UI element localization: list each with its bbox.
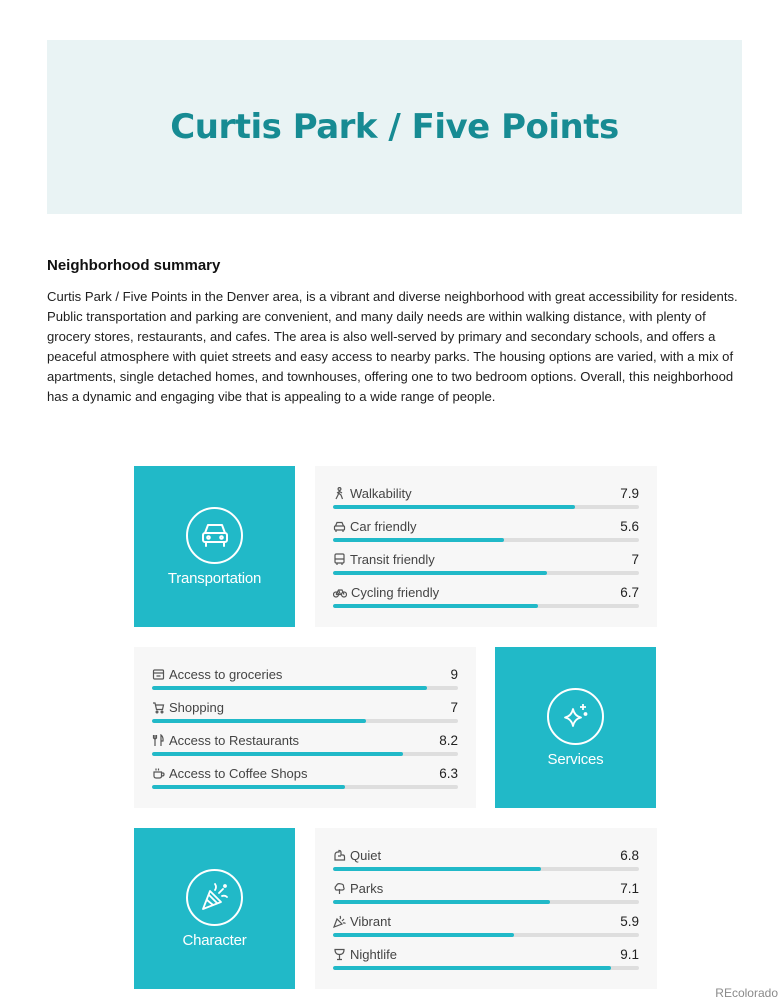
metric-bar-track [152, 719, 458, 723]
tile-label: Character [182, 931, 247, 949]
brand-watermark: REcolorado [715, 986, 778, 1000]
metric-bar-track [333, 933, 639, 937]
cocktail-icon [333, 948, 346, 961]
metric-transit-friendly [333, 549, 639, 582]
bus-icon [333, 553, 346, 566]
metric-car-friendly [333, 516, 639, 549]
metric-bar-fill [152, 719, 366, 723]
metric-vibrant [333, 911, 639, 944]
metric-quiet [333, 845, 639, 878]
metric-bar-fill [333, 538, 504, 542]
character-metrics-panel [315, 828, 657, 989]
services-metrics-panel [134, 647, 476, 808]
services-tile [495, 647, 656, 808]
metric-label: Nightlife [350, 946, 397, 962]
metric-shopping [152, 697, 458, 730]
metric-label: Walkability [350, 485, 412, 501]
metric-score: 9 [450, 666, 458, 682]
metric-score: 6.3 [439, 765, 458, 781]
bicycle-icon [333, 586, 347, 599]
utensils-icon [152, 734, 165, 747]
metric-access-to-coffee-shops [152, 763, 458, 796]
metric-bar-fill [152, 686, 427, 690]
metric-label: Car friendly [350, 518, 417, 534]
metric-bar-track [152, 686, 458, 690]
metric-walkability [333, 483, 639, 516]
title-banner [47, 40, 742, 214]
metric-bar-fill [333, 867, 541, 871]
party-popper-icon [186, 869, 243, 926]
metric-bar-track [152, 752, 458, 756]
transportation-tile [134, 466, 295, 627]
metric-label: Parks [350, 880, 384, 896]
quiet-icon [333, 849, 346, 862]
car-small-icon [333, 520, 346, 533]
character-tile [134, 828, 295, 989]
metric-label: Access to Coffee Shops [169, 765, 308, 781]
vibrant-icon [333, 915, 346, 928]
metric-score: 7 [631, 551, 639, 567]
metric-bar-fill [152, 785, 345, 789]
metric-label: Access to Restaurants [169, 732, 300, 748]
cart-icon [152, 701, 165, 714]
metric-bar-track [333, 604, 639, 608]
metric-label: Access to groceries [169, 666, 283, 682]
metric-bar-track [333, 538, 639, 542]
store-icon [152, 668, 165, 681]
transportation-metrics-panel [315, 466, 657, 627]
metric-bar-fill [333, 505, 575, 509]
metric-parks [333, 878, 639, 911]
page-title: Curtis Park / Five Points [170, 107, 619, 147]
metric-label: Quiet [350, 847, 382, 863]
tree-icon [333, 882, 346, 895]
metric-score: 6.7 [620, 584, 639, 600]
metric-bar-fill [333, 571, 547, 575]
metric-score: 5.9 [620, 913, 639, 929]
metric-label: Cycling friendly [351, 584, 440, 600]
metric-bar-track [333, 867, 639, 871]
metric-bar-track [152, 785, 458, 789]
metric-cycling-friendly [333, 582, 639, 615]
metric-label: Shopping [169, 699, 224, 715]
metric-bar-fill [333, 900, 550, 904]
metric-label: Transit friendly [350, 551, 435, 567]
tile-label: Services [547, 750, 604, 768]
metric-access-to-restaurants [152, 730, 458, 763]
sparkle-icon [547, 688, 604, 745]
metric-score: 5.6 [620, 518, 639, 534]
metric-bar-track [333, 966, 639, 970]
walk-icon [333, 487, 346, 500]
metric-bar-fill [333, 604, 538, 608]
summary-paragraph: Curtis Park / Five Points in the Denver area, is a vibrant and diverse neighborhood with great accessibility for residents. Public transportation and parking are convenient, and many daily needs are within walking distance, with plenty of grocery stores, restaurants, and cafes. The area is also well-served by primary and secondary schools, and offers a peaceful atmosphere with quiet streets and easy access to nearby parks. The housing options are varied, with a mix of apartments, single detached homes, and townhouses, offering one to two bedroom options. Overall, this neighborhood has a dynamic and engaging vibe that is appealing to a wide range of people. [47, 289, 738, 404]
metric-score: 7.9 [620, 485, 639, 501]
metric-label: Vibrant [350, 913, 391, 929]
metric-score: 8.2 [439, 732, 458, 748]
metric-score: 7.1 [620, 880, 639, 896]
metric-bar-fill [333, 966, 611, 970]
metric-score: 9.1 [620, 946, 639, 962]
tile-label: Transportation [167, 569, 262, 587]
metric-score: 6.8 [620, 847, 639, 863]
metric-bar-fill [152, 752, 403, 756]
coffee-icon [152, 767, 165, 780]
metric-bar-track [333, 571, 639, 575]
metric-access-to-groceries [152, 664, 458, 697]
metric-bar-track [333, 900, 639, 904]
car-icon [186, 507, 243, 564]
metric-bar-fill [333, 933, 514, 937]
metric-nightlife [333, 944, 639, 977]
metric-score: 7 [450, 699, 458, 715]
metric-bar-track [333, 505, 639, 509]
summary-heading: Neighborhood summary [47, 257, 221, 274]
